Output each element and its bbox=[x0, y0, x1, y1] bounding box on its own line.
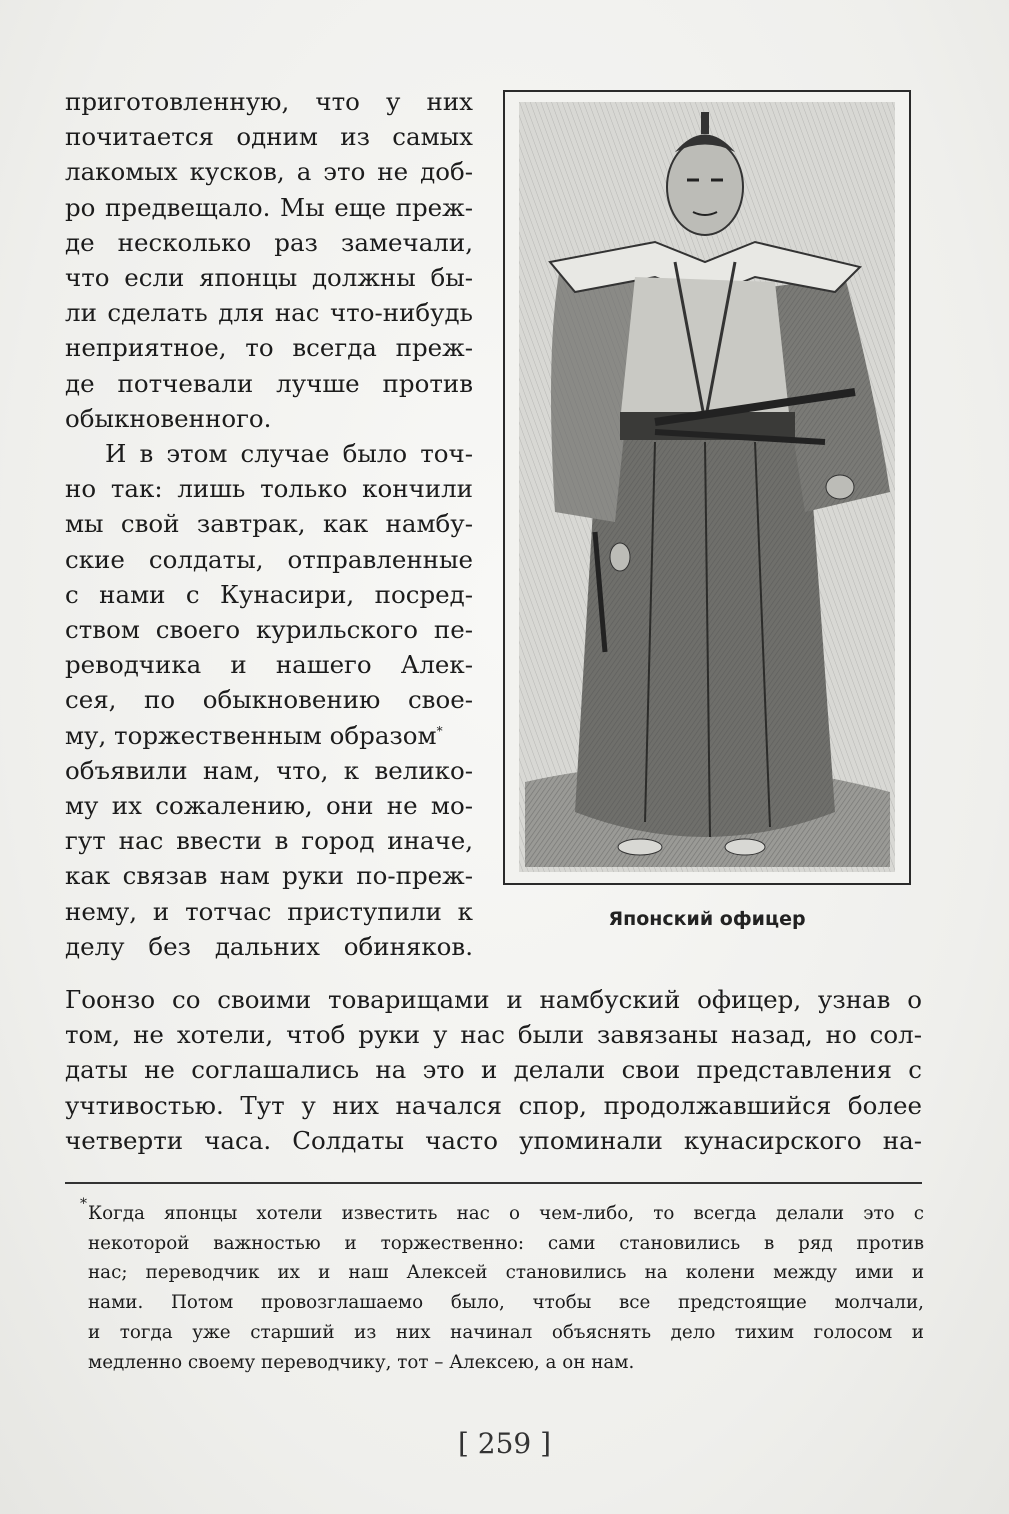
text-line: приготовленную, что у них bbox=[65, 87, 473, 116]
text-line: с нами с Кунасири, посред- bbox=[65, 579, 473, 609]
text-line: ро предвещало. Мы еще преж- bbox=[65, 192, 473, 222]
text-line: обыкновенного. bbox=[65, 403, 272, 433]
page-number: [ 259 ] bbox=[457, 1427, 552, 1460]
footnote-line: нас; переводчик их и наш Алексей становились на колени между ими и bbox=[88, 1262, 924, 1284]
text-line: ли сделать для нас что-нибудь bbox=[65, 298, 473, 328]
text-line: неприятное, то всегда преж- bbox=[65, 333, 473, 363]
text-line: му их сожалению, они не мо- bbox=[65, 791, 473, 821]
text-line: четверти часа. Солдаты часто упоминали кунасирского на- bbox=[65, 1125, 922, 1155]
text-line: И в этом случае было точ- bbox=[105, 439, 473, 469]
text-line: делу без дальних обиняков. bbox=[65, 931, 473, 961]
text-line: де несколько раз замечали, bbox=[65, 227, 473, 257]
text-line: ством своего курильского пе- bbox=[65, 615, 473, 645]
footnote-line: нами. Потом провозглашаемо было, чтобы все предстоящие молчали, bbox=[88, 1292, 924, 1314]
text-line: том, не хотели, чтоб руки у нас были завязаны назад, но сол- bbox=[65, 1020, 922, 1050]
text-line: как связав нам руки по-преж- bbox=[65, 861, 473, 891]
text-line: даты не соглашались на это и делали свои представления с bbox=[65, 1055, 922, 1085]
footnote-marker: * bbox=[436, 723, 443, 738]
figure-caption: Японский офицер bbox=[608, 908, 806, 930]
footnote-marker: * bbox=[80, 1196, 87, 1212]
text-line: что если японцы должны бы- bbox=[65, 263, 473, 293]
text-line: почитается одним из самых bbox=[65, 122, 473, 152]
illustration-frame bbox=[503, 90, 911, 885]
left-column-text bbox=[65, 84, 473, 964]
text-line: сея, по обыкновению свое- bbox=[65, 685, 473, 715]
text-line: учтивостью. Тут у них начался спор, продолжавшийся более bbox=[65, 1090, 922, 1120]
text-line: ские солдаты, отправленные bbox=[65, 544, 473, 574]
footnote bbox=[88, 1199, 924, 1377]
text-line: но так: лишь только кончили bbox=[65, 474, 473, 504]
text-line: де потчевали лучше против bbox=[65, 368, 473, 398]
text-line: объявили нам, что, к велико- bbox=[65, 755, 473, 785]
text-line: нему, и тотчас приступили к bbox=[65, 896, 473, 926]
full-width-text bbox=[65, 982, 922, 1158]
text-line: мы свой завтрак, как намбу- bbox=[65, 509, 473, 539]
text-line: реводчика и нашего Алек- bbox=[65, 650, 473, 680]
footnote-line: и тогда уже старший из них начинал объяснять дело тихим голосом и bbox=[88, 1321, 924, 1343]
text-line: му, торжественным образом* bbox=[65, 720, 443, 750]
footnote-line: Когда японцы хотели известить нас о чем-либо, то всегда делали это с bbox=[88, 1203, 924, 1224]
footnote-line: медленно своему переводчику, тот – Алексею, а он нам. bbox=[88, 1351, 635, 1373]
footnote-divider bbox=[65, 1182, 922, 1184]
text-line: гут нас ввести в город иначе, bbox=[65, 826, 473, 856]
text-line: Гоонзо со своими товарищами и намбуский офицер, узнав о bbox=[65, 985, 922, 1014]
footnote-line: некоторой важностью и торжественно: сами становились в ряд против bbox=[88, 1232, 924, 1254]
text-line: лакомых кусков, а это не доб- bbox=[65, 157, 473, 187]
japanese-officer-engraving bbox=[505, 92, 909, 883]
